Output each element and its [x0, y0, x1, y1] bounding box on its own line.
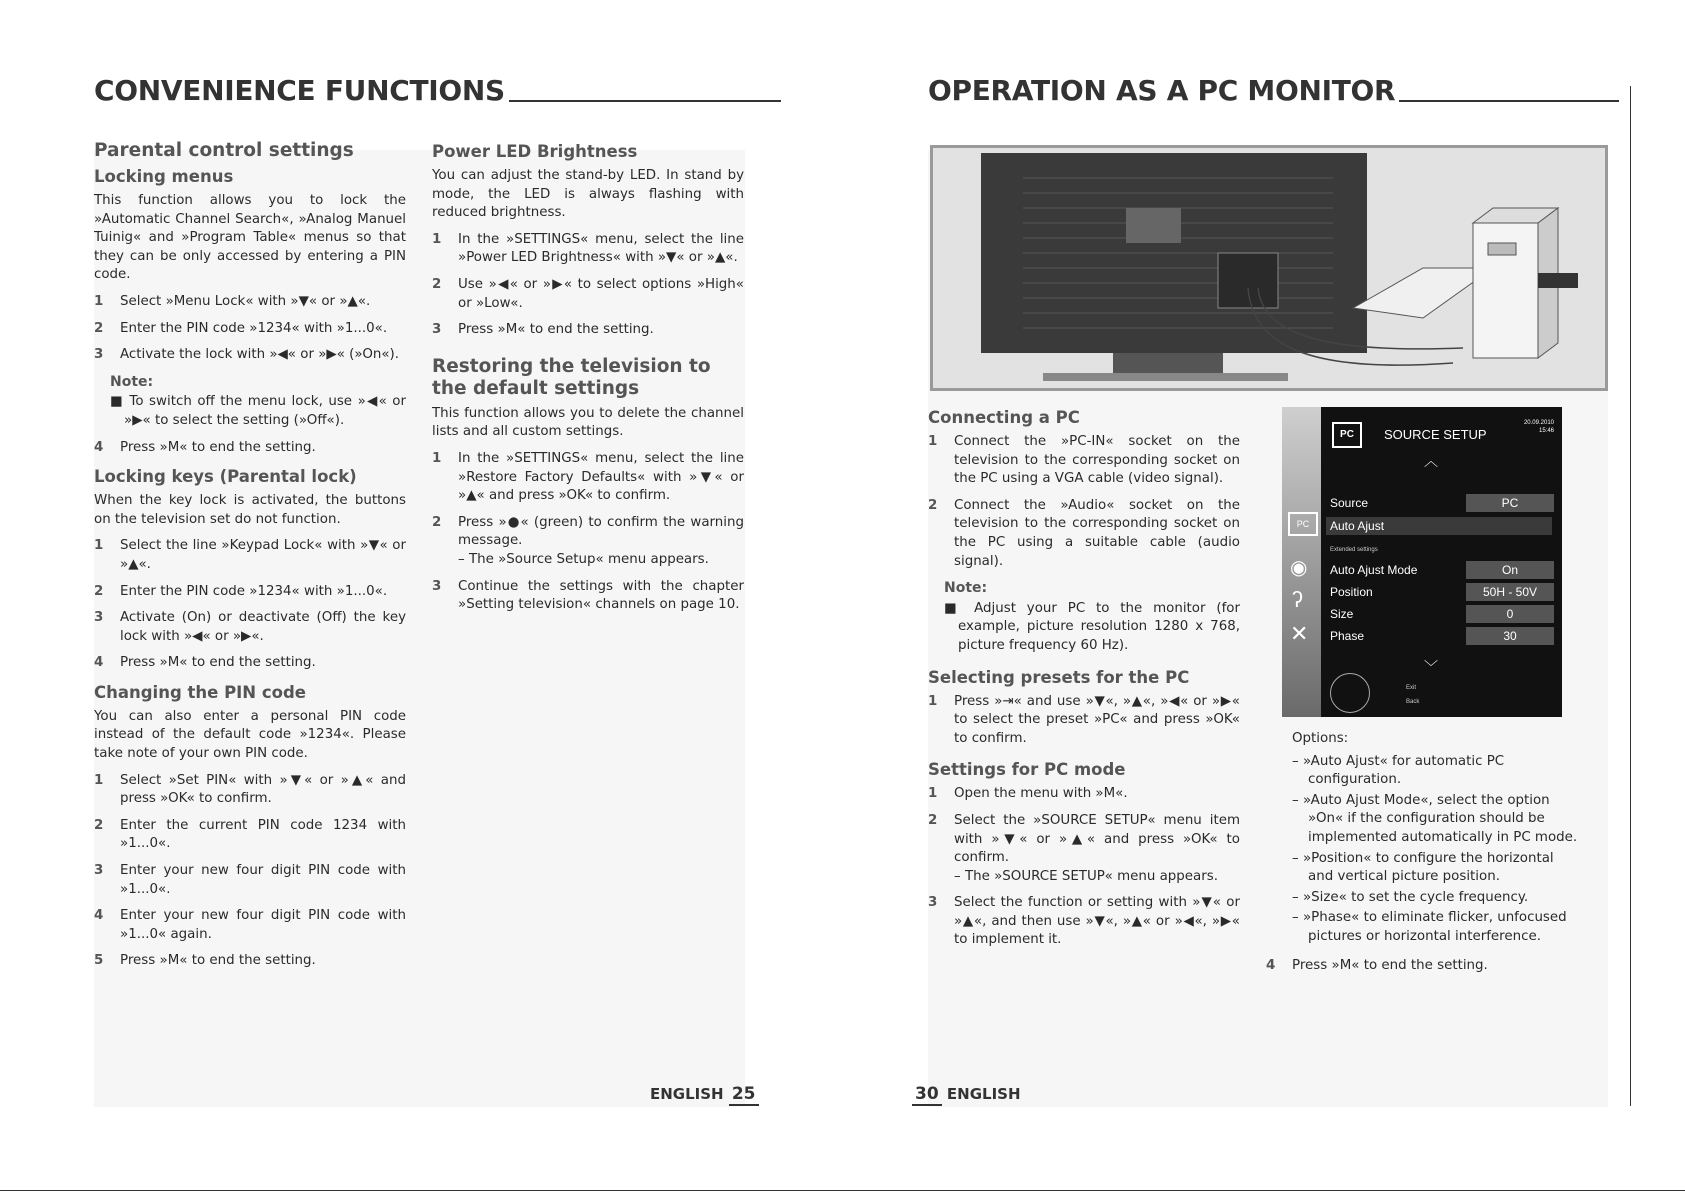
- title-rule: [1399, 100, 1619, 102]
- step: [928, 693, 1240, 749]
- step: [432, 450, 744, 506]
- page-number: 30: [912, 1084, 942, 1106]
- subsection-heading: Connecting a PC: [928, 408, 1080, 427]
- step-text: Activate the lock with »◀« or »▶« (»On«).: [120, 347, 400, 363]
- note-label: Note:: [110, 373, 154, 390]
- step: [928, 785, 1240, 804]
- menu-row-label: Size: [1330, 607, 1354, 621]
- step-text: In the »SETTINGS« menu, select the line »Power LED Brightness« with »▼« or »▲«.: [458, 231, 744, 266]
- paragraph: This function allows you to delete the channel lists and all custom settings.: [432, 405, 744, 440]
- tv-stand: [1113, 353, 1223, 373]
- page-bottom-line: [0, 1190, 1685, 1191]
- step-text: Press »●« (green) to confirm the warning message.: [458, 514, 744, 549]
- step-text: Select the line »Keypad Lock« with »▼« or »▲«.: [120, 538, 406, 572]
- menu-row-value: On: [1466, 561, 1554, 579]
- tv-connector-panel: [1218, 253, 1278, 308]
- options-label: Options:: [1292, 731, 1349, 746]
- note-text: ■ To switch off the menu lock, use »◀« or »▶« to select the setting (»Off«).: [110, 394, 406, 428]
- step: [94, 772, 406, 809]
- step: [94, 320, 406, 339]
- connection-illustration: [930, 145, 1608, 391]
- chevron-up-icon: ︿: [1424, 453, 1438, 469]
- paragraph: You can adjust the stand-by LED. In stand by mode, the LED is always flashing with reduced brightness.: [432, 168, 744, 221]
- step-number: 3: [94, 347, 104, 363]
- step-text: Press »M« to end the setting.: [120, 439, 316, 455]
- step: [432, 231, 744, 268]
- step-text: Activate (On) or deactivate (Off) the key lock with »◀« or »▶«.: [120, 610, 406, 644]
- step-subtext: – The »Source Setup« menu appears.: [458, 551, 709, 567]
- left-column-2: [432, 142, 744, 623]
- step: [928, 433, 1240, 489]
- subsection-heading: Locking keys (Parental lock): [94, 467, 357, 487]
- step-number: 3: [432, 322, 442, 338]
- menu-row[interactable]: [1326, 627, 1552, 645]
- menu-row-label: Phase: [1330, 629, 1365, 643]
- keyboard: [1538, 273, 1578, 288]
- step-text: Select »Menu Lock« with »▼« or »▲«.: [120, 293, 371, 309]
- menu-row-label: Source: [1330, 496, 1369, 510]
- step-text: Continue the settings with the chapter »Setting television« channels on page 10.: [458, 578, 744, 613]
- menu-row-value: 30: [1466, 627, 1554, 645]
- step-text: Enter the current PIN code 1234 with »1...0«.: [120, 817, 406, 852]
- step-number: 3: [94, 610, 104, 626]
- subsection-heading: Settings for PC mode: [928, 760, 1126, 780]
- step: [94, 817, 406, 854]
- step-number: 5: [94, 953, 104, 969]
- step: [432, 578, 744, 615]
- step: [432, 276, 744, 313]
- menu-title: SOURCE SETUP: [1384, 427, 1487, 442]
- page-footer: [650, 1084, 759, 1104]
- menu-row-label: Auto Ajust Mode: [1330, 563, 1418, 577]
- section-heading: Restoring the television to the default settings: [432, 355, 711, 399]
- option-item: – »Size« to set the cycle frequency.: [1292, 889, 1529, 905]
- page-title-text: CONVENIENCE FUNCTIONS: [94, 74, 505, 107]
- step-number: 4: [1266, 957, 1276, 973]
- step-number: 1: [928, 786, 938, 802]
- step-text: Select the »SOURCE SETUP« menu item with »▼« or »▲« and press »OK« to confirm.: [954, 812, 1240, 866]
- right-column-1: [928, 408, 1240, 958]
- menu-date: 20.09.2010: [1523, 420, 1554, 426]
- step: [94, 346, 406, 365]
- step: [94, 439, 406, 458]
- step-number: 4: [94, 655, 104, 671]
- right-column-2: [1266, 730, 1578, 983]
- step-text: Press »M« to end the setting.: [458, 322, 654, 338]
- step: [928, 894, 1240, 950]
- option-item: – »Position« to configure the horizontal and vertical picture position.: [1292, 850, 1554, 885]
- step-text: In the »SETTINGS« menu, select the line »Restore Factory Defaults« with »▼« or »▲« and press »OK« to confirm.: [458, 450, 744, 504]
- step: [1266, 957, 1578, 976]
- pc-icon: PC: [1288, 512, 1318, 536]
- footer-language: ENGLISH: [650, 1085, 724, 1103]
- options-list: [1292, 753, 1578, 947]
- note-label: Note:: [944, 580, 988, 597]
- menu-datetime: [1514, 419, 1554, 435]
- menu-row[interactable]: [1326, 517, 1552, 535]
- step-text: Press »M« to end the setting.: [120, 655, 316, 671]
- step: [94, 862, 406, 899]
- step: [94, 907, 406, 944]
- step-number: 1: [928, 693, 938, 709]
- step-text: Use »◀« or »▶« to select options »High« or »Low«.: [458, 276, 744, 311]
- tv-pc-connection-image: [933, 148, 1605, 388]
- menu-row[interactable]: [1326, 561, 1552, 579]
- footer-language: ENGLISH: [946, 1085, 1021, 1103]
- step: [94, 293, 406, 312]
- step-text: Enter the PIN code »1234« with »1...0«.: [120, 583, 388, 599]
- menu-time: 15:46: [1538, 428, 1554, 434]
- paragraph: When the key lock is activated, the buttons on the television set do not function.: [94, 493, 406, 527]
- page-title: [94, 74, 781, 107]
- source-setup-menu-screen: [1282, 407, 1562, 717]
- page-title: [928, 74, 1619, 107]
- subsection-heading: Power LED Brightness: [432, 142, 638, 161]
- step: [928, 812, 1240, 886]
- navigation-pad-icon: [1330, 673, 1370, 713]
- step-number: 1: [94, 293, 104, 309]
- menu-row[interactable]: [1326, 583, 1552, 601]
- page-number: 25: [729, 1084, 759, 1106]
- paragraph: You can also enter a personal PIN code instead of the default code »1234«. Please take note of your own PIN code.: [94, 708, 406, 762]
- step-number: 1: [94, 772, 104, 788]
- section-heading: Parental control settings: [94, 140, 354, 161]
- menu-row[interactable]: [1326, 494, 1552, 512]
- step-number: 3: [94, 863, 104, 879]
- paragraph: This function allows you to lock the »Automatic Channel Search«, »Analog Manuel Tuinig« and »Program Table« menus so that they can be only accessed by entering a PIN code.: [94, 193, 406, 283]
- option-item: – »Auto Ajust Mode«, select the option »On« if the configuration should be implemented automatically in PC mode.: [1292, 792, 1578, 845]
- subsection-heading: Changing the PIN code: [94, 682, 306, 702]
- menu-row-value: 50H - 50V: [1466, 583, 1554, 601]
- step-text: Enter your new four digit PIN code with »1...0« again.: [120, 908, 406, 942]
- page-footer: [912, 1084, 1021, 1104]
- menu-row-label: Position: [1330, 585, 1373, 599]
- ear-icon: ʔ: [1292, 587, 1303, 612]
- step-number: 2: [432, 276, 442, 292]
- step-text: Select the function or setting with »▼« or »▲«, and then use »▼«, »▲« or »◀«, »▶« to implement it.: [954, 895, 1240, 948]
- pc-badge: [1332, 422, 1362, 448]
- step-number: 2: [928, 497, 938, 513]
- step-text: Open the menu with »M«.: [954, 786, 1128, 802]
- step-text: Enter your new four digit PIN code with »1...0«.: [120, 863, 406, 897]
- option-item: – »Auto Ajust« for automatic PC configuration.: [1292, 753, 1505, 788]
- step: [432, 321, 744, 340]
- menu-row[interactable]: [1326, 605, 1552, 623]
- menu-row-value: 0: [1466, 605, 1554, 623]
- step: [94, 952, 406, 971]
- menu-row-label: Auto Ajust: [1330, 519, 1385, 533]
- step-number: 1: [928, 434, 938, 449]
- step: [94, 654, 406, 673]
- step-text: Press »M« to end the setting.: [120, 953, 316, 969]
- pc-badge-text: PC: [1340, 429, 1354, 440]
- left-page: [0, 0, 842, 1192]
- subsection-heading: Locking menus: [94, 167, 234, 186]
- step: [928, 497, 1240, 571]
- step-number: 1: [432, 231, 442, 247]
- step-number: 3: [928, 895, 938, 911]
- step-text: Press »M« to end the setting.: [1292, 957, 1488, 973]
- step: [94, 537, 406, 574]
- chevron-down-icon: ﹀: [1424, 659, 1438, 675]
- desk-mat: [1353, 268, 1493, 318]
- note-text: ■ Adjust your PC to the monitor (for example, picture resolution 1280 x 768, picture frequency 60 Hz).: [944, 600, 1240, 653]
- step-text: Select »Set PIN« with »▼« or »▲« and press »OK« to confirm.: [120, 772, 406, 807]
- step-text: Enter the PIN code »1234« with »1...0«.: [120, 320, 388, 336]
- step: [94, 609, 406, 646]
- step-number: 1: [94, 538, 104, 554]
- exit-label: Exit: [1406, 685, 1417, 691]
- step-subtext: – The »SOURCE SETUP« menu appears.: [954, 868, 1218, 884]
- step-text: Press »⇥« and use »▼«, »▲«, »◀« or »▶« to select the preset »PC« and press »OK« to confirm.: [954, 693, 1240, 746]
- back-label: Back: [1406, 699, 1420, 705]
- step-text: Connect the »Audio« socket on the television to the corresponding socket on the PC using a suitable cable (audio signal).: [954, 497, 1240, 569]
- extended-settings-label: Extended settings: [1330, 547, 1378, 553]
- step: [432, 514, 744, 570]
- title-rule: [509, 100, 781, 102]
- step-number: 2: [94, 583, 104, 599]
- step-number: 2: [928, 812, 938, 828]
- step-number: 2: [94, 817, 104, 833]
- step-text: Connect the »PC-IN« socket on the television to the corresponding socket on the PC using a VGA cable (video signal).: [954, 434, 1240, 487]
- menu-sidebar: [1282, 407, 1321, 717]
- subsection-heading: Selecting presets for the PC: [928, 667, 1190, 687]
- tv-back-plate: [1126, 208, 1181, 243]
- step-number: 1: [432, 450, 442, 466]
- option-item: – »Phase« to eliminate flicker, unfocused pictures or horizontal interference.: [1292, 910, 1567, 944]
- step-number: 2: [94, 320, 104, 336]
- page-edge-line: [1630, 86, 1631, 1106]
- tools-icon: ✕: [1290, 621, 1309, 646]
- step-number: 2: [432, 514, 442, 530]
- eye-icon: ◉: [1290, 557, 1308, 579]
- step-number: 4: [94, 439, 104, 455]
- step: [94, 583, 406, 602]
- tv-stand-base: [1043, 373, 1288, 381]
- left-column-1: [94, 140, 406, 979]
- page-title-text: OPERATION AS A PC MONITOR: [928, 74, 1396, 107]
- step-number: 4: [94, 908, 104, 924]
- step-number: 3: [432, 578, 442, 594]
- menu-row-value: PC: [1466, 494, 1554, 512]
